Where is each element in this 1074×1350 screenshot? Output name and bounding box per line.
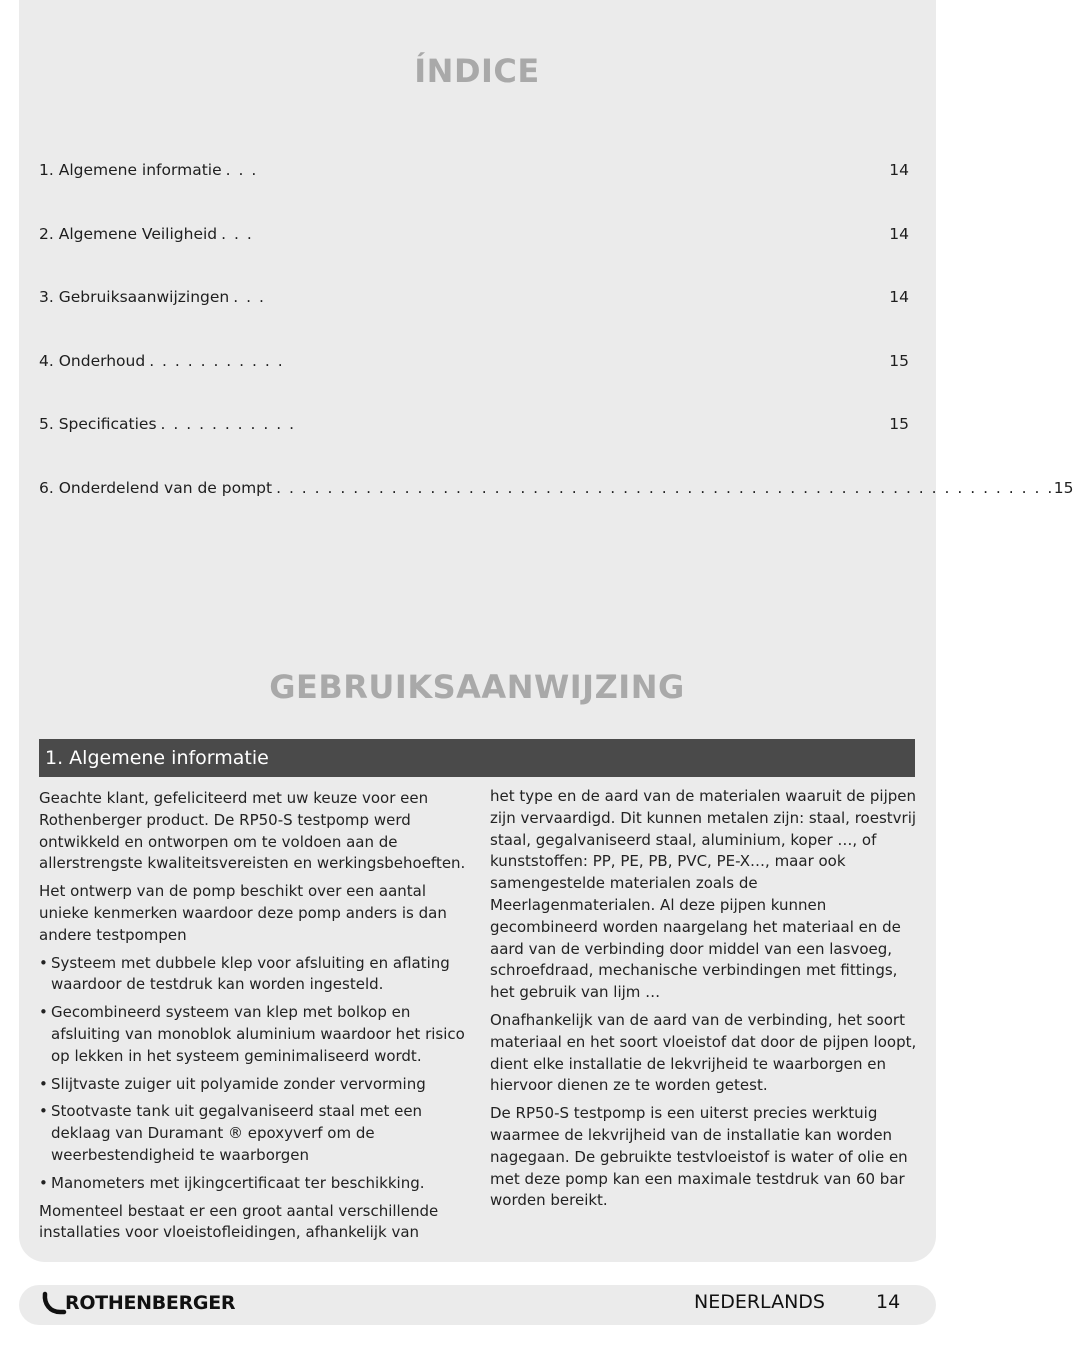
- toc-entry-leader: . . .: [221, 225, 254, 243]
- text-column-left: [39, 788, 467, 1250]
- toc-entry-4[interactable]: [39, 352, 909, 374]
- toc-entry-page: 14: [889, 225, 909, 243]
- toc-entry-page: 14: [889, 161, 909, 179]
- toc-entry-leader: . . . . . . . . . . . . . . . . . . . . . . . . . . . . . . . . . . . . . . . . . . . . . . . . . . . . . . . . . . . . .: [276, 479, 1054, 497]
- paragraph: Momenteel bestaat er een groot aantal verschillende installaties voor vloeistofleidingen, afhankelijk van: [39, 1201, 439, 1242]
- toc-entry-label: 4. Onderhoud: [39, 352, 146, 370]
- toc-entry-3[interactable]: [39, 288, 909, 310]
- page-number: 14: [876, 1291, 901, 1313]
- paragraph: Geachte klant, gefeliciteerd met uw keuze voor een Rothenberger product. De RP50-S testpomp werd ontwikkeld en ontworpen om te voldoen aan de allerstrengste kwaliteitsvereisten en werkingsbehoeften.: [39, 789, 466, 873]
- brand-logo: [42, 1288, 235, 1318]
- toc-entry-page: 15: [1053, 479, 1074, 497]
- toc-entry-page: 14: [889, 288, 909, 306]
- text-column-right: [490, 786, 918, 1218]
- toc-entry-label: 2. Algemene Veiligheid: [39, 225, 218, 243]
- footer-language: NEDERLANDS: [694, 1291, 825, 1313]
- section-header: 1. Algemene informatie: [39, 739, 915, 777]
- toc-entry-leader: . . . . . . . . . . .: [149, 352, 285, 370]
- list-item: • Stootvaste tank uit gegalvaniseerd staal met een deklaag van Duramant ® epoxyverf om de weerbestendigheid te waarborgen: [39, 1101, 467, 1166]
- paragraph: het type en de aard van de materialen waaruit de pijpen zijn vervaardigd. Dit kunnen metalen zijn: staal, roestvrij staal, gegalvaniseerd staal, aluminium, koper …, of kunststoffen: PP, PE, PB, PVC, PE-X…, maar ook samengestelde materialen zoals de Meerlagenmaterialen. Al deze pijpen kunnen gecombineerd worden naargelang het materiaal en de aard van de verbinding door middel van een lasvoeg, schroefdraad, mechanische verbindingen met fittings, het gebruik van lijm …: [490, 787, 917, 1002]
- list-item: • Slijtvaste zuiger uit polyamide zonder vervorming: [39, 1074, 467, 1096]
- feature-list: [39, 953, 467, 1195]
- toc-entry-label: 3. Gebruiksaanwijzingen: [39, 288, 230, 306]
- toc-entry-leader: . . .: [233, 288, 266, 306]
- toc-entry-page: 15: [889, 415, 909, 433]
- toc-entry-leader: . . . . . . . . . . .: [160, 415, 296, 433]
- logo-text: ROTHENBERGER: [65, 1292, 236, 1314]
- toc-entry-label: 1. Algemene informatie: [39, 161, 222, 179]
- toc-entry-1[interactable]: [39, 161, 909, 183]
- toc-entry-label: 5. Specificaties: [39, 415, 157, 433]
- paragraph: De RP50-S testpomp is een uiterst precies werktuig waarmee de lekvrijheid van de installatie kan worden nagegaan. De gebruikte testvloeistof is water of olie en met deze pomp kan een maximale testdruk van 60 bar worden bereikt.: [490, 1104, 908, 1210]
- paragraph: Onafhankelijk van de aard van de verbinding, het soort materiaal en het soort vloeistof dat door de pijpen loopt, dient elke installatie de lekvrijheid te waarborgen en hiervoor dienen ze te worden getest.: [490, 1010, 917, 1095]
- toc-entry-5[interactable]: [39, 415, 909, 437]
- toc-entry-page: 15: [889, 352, 909, 370]
- manual-title: GEBRUIKSAANWIJZING: [269, 668, 685, 706]
- toc-entry-label: 6. Onderdelend van de pompt: [39, 479, 273, 497]
- toc-entry-leader: . . .: [225, 161, 258, 179]
- paragraph: Het ontwerp van de pomp beschikt over een aantal unieke kenmerken waardoor deze pomp anders is dan andere testpompen: [39, 882, 447, 944]
- list-item: • Gecombineerd systeem van klep met bolkop en afsluiting van monoblok aluminium waardoor het risico op lekken in het systeem geminimaliseerd wordt.: [39, 1002, 467, 1067]
- toc-entry-2[interactable]: [39, 225, 909, 247]
- toc-title: ÍNDICE: [414, 52, 540, 90]
- toc-entry-6[interactable]: [39, 479, 1074, 501]
- list-item: • Systeem met dubbele klep voor afsluiting en aflating waardoor de testdruk kan worden ingesteld.: [39, 953, 467, 997]
- list-item: • Manometers met ijkingcertificaat ter beschikking.: [39, 1173, 467, 1195]
